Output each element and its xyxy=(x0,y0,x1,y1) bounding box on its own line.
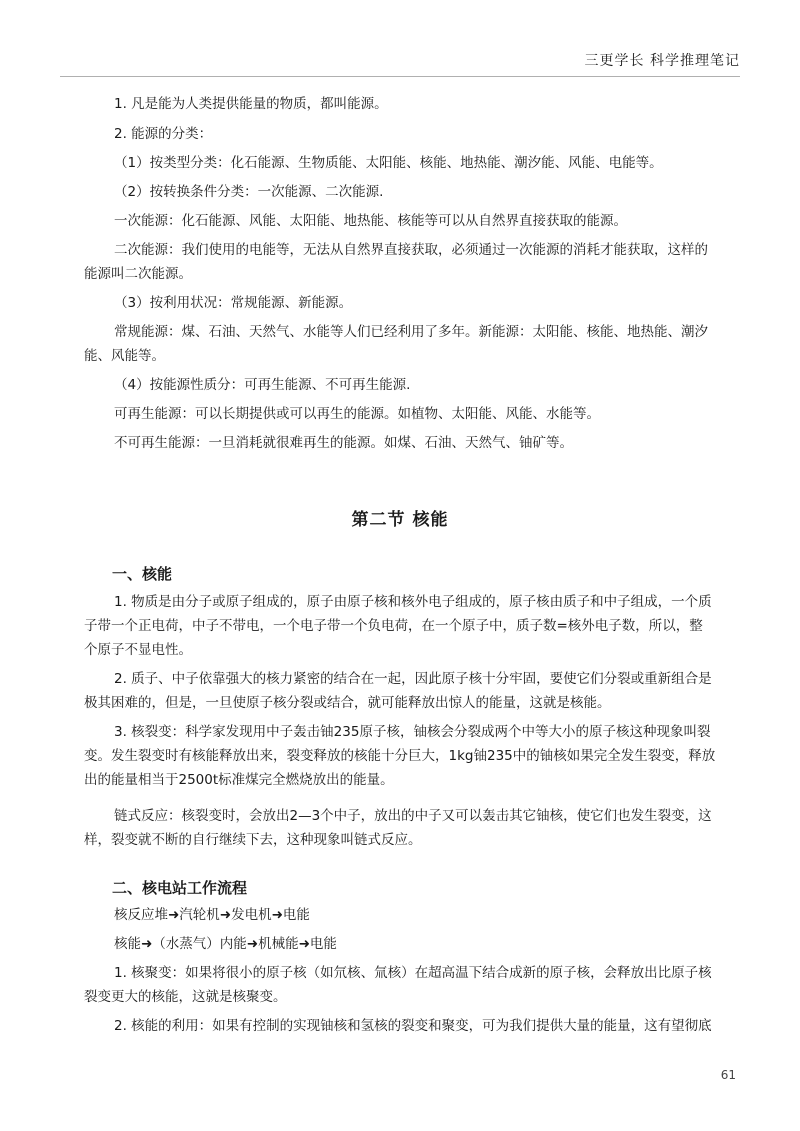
text-line: （1）按类型分类：化石能源、生物质能、太阳能、核能、地热能、潮汐能、风能、电能等。 xyxy=(114,155,663,171)
text-line: 核反应堆➜汽轮机➜发电机➜电能 xyxy=(114,907,310,923)
subsection-heading: 二、核电站工作流程 xyxy=(112,879,248,897)
text-line: 2. 能源的分类： xyxy=(114,126,213,142)
text-line: （4）按能源性质分：可再生能源、不可再生能源. xyxy=(114,377,411,393)
text-line: 不可再生能源：一旦消耗就很难再生的能源。如煤、石油、天然气、铀矿等。 xyxy=(114,435,573,451)
text-line: 常规能源：煤、石油、天然气、水能等人们已经利用了多年。新能源：太阳能、核能、地热能、潮汐 xyxy=(114,324,708,340)
text-line: 能、风能等。 xyxy=(84,348,165,364)
text-line: 核能➜（水蒸气）内能➜机械能➜电能 xyxy=(114,936,337,952)
text-line: 极其困难的，但是，一旦使原子核分裂或结合，就可能释放出惊人的能量，这就是核能。 xyxy=(84,695,611,711)
text-line: 1. 凡是能为人类提供能量的物质，都叫能源。 xyxy=(114,96,388,112)
text-line: （3）按利用状况：常规能源、新能源。 xyxy=(114,295,353,311)
text-line: （2）按转换条件分类：一次能源、二次能源. xyxy=(114,184,384,200)
page-number: 61 xyxy=(720,1068,736,1082)
text-line: 子带一个正电荷，中子不带电，一个电子带一个负电荷，在一个原子中，质子数=核外电子数，所以，整 xyxy=(84,618,703,634)
text-line: 变。发生裂变时有核能释放出来，裂变释放的核能十分巨大，1kg铀235中的铀核如果完全发生裂变，释放 xyxy=(84,748,716,764)
text-line: 链式反应：核裂变时，会放出2—3个中子，放出的中子又可以轰击其它铀核，使它们也发生裂变，这 xyxy=(114,808,712,824)
text-line: 一次能源：化石能源、风能、太阳能、地热能、核能等可以从自然界直接获取的能源。 xyxy=(114,213,627,229)
text-line: 二次能源：我们使用的电能等，无法从自然界直接获取，必须通过一次能源的消耗才能获取，这样的 xyxy=(114,242,708,258)
section-title: 第二节 核能 xyxy=(351,510,449,530)
text-line: 个原子不显电性。 xyxy=(84,642,192,658)
text-line: 2. 核能的利用：如果有控制的实现铀核和氢核的裂变和聚变，可为我们提供大量的能量，这有望彻底 xyxy=(114,1018,712,1034)
subsection-heading: 一、核能 xyxy=(112,565,173,583)
text-line: 裂变更大的核能，这就是核聚变。 xyxy=(84,989,287,1005)
text-line: 能源叫二次能源。 xyxy=(84,266,192,282)
text-line: 1. 核聚变：如果将很小的原子核（如氘核、氚核）在超高温下结合成新的原子核，会释放出比原子核 xyxy=(114,965,712,981)
text-line: 2. 质子、中子依靠强大的核力紧密的结合在一起，因此原子核十分牢固，要使它们分裂或重新组合是 xyxy=(114,671,712,687)
text-line: 3. 核裂变：科学家发现用中子轰击铀235原子核，铀核会分裂成两个中等大小的原子核这种现象叫裂 xyxy=(114,724,711,740)
text-line: 1. 物质是由分子或原子组成的，原子由原子核和核外电子组成的，原子核由质子和中子组成，一个质 xyxy=(114,594,712,610)
header-rule xyxy=(60,76,740,77)
page-header: 三更学长 科学推理笔记 xyxy=(584,53,740,69)
text-line: 样，裂变就不断的自行继续下去，这种现象叫链式反应。 xyxy=(84,832,422,848)
text-line: 可再生能源：可以长期提供或可以再生的能源。如植物、太阳能、风能、水能等。 xyxy=(114,406,600,422)
text-line: 出的能量相当于2500t标准煤完全燃烧放出的能量。 xyxy=(84,772,394,788)
